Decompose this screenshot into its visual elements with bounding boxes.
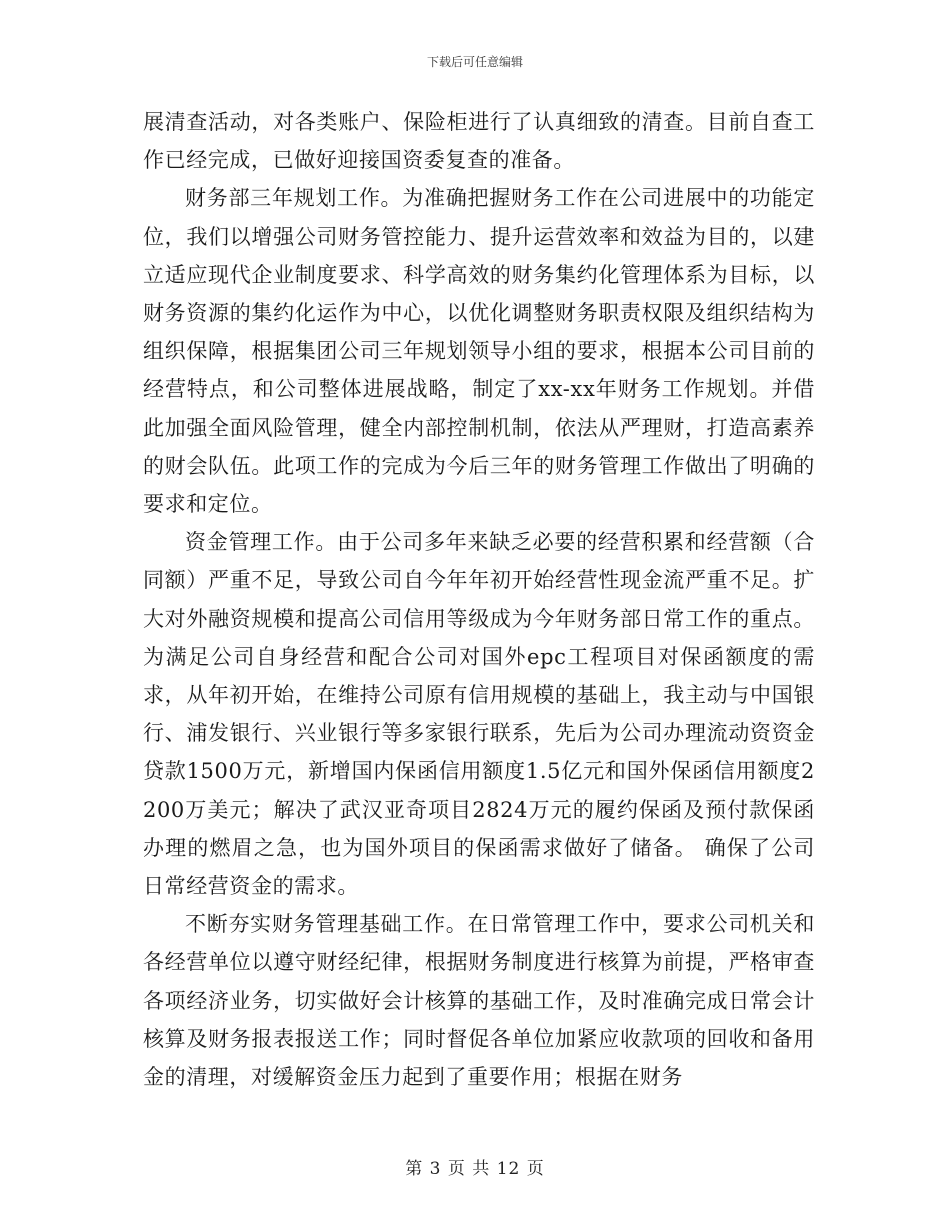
page-number: 第 3 页 共 12 页 — [405, 1159, 545, 1179]
page-header: 下载后可任意编辑 — [426, 55, 523, 69]
paragraph-continuation: 展清查活动，对各类账户、保险柜进行了认真细致的清查。目前自查工作已经完成，已做好迎接国资委复查的准备。 — [143, 110, 815, 173]
document-body — [143, 103, 815, 1096]
paragraph-basic-work: 不断夯实财务管理基础工作。在日常管理工作中，要求公司机关和各经营单位以遵守财经纪律，根据财务制度进行核算为前提，严格审查各项经济业务，切实做好会计核算的基础工作，及时准确完成日常会计核算及财务报表报送工作；同时督促各单位加紧应收款项的回收和备用金的清理，对缓解资金压力起到了重要作用；根据在财务 — [143, 912, 815, 1090]
paragraph-fund-management: 资金管理工作。由于公司多年来缺乏必要的经营积累和经营额（合同额）严重不足，导致公司自今年年初开始经营性现金流严重不足。扩大对外融资规模和提高公司信用等级成为今年财务部日常工作的重点。为满足公司自身经营和配合公司对国外epc工程项目对保函额度的需求，从年初开始，在维持公司原有信用规模的基础上，我主动与中国银行、浦发银行、兴业银行等多家银行联系，先后为公司办理流动资资金贷款1500万元，新增国内保函信用额度1.5亿元和国外保函信用额度2200万美元；解决了武汉亚奇项目2824万元的履约保函及预付款保函办理的燃眉之急，也为国外项目的保函需求做好了储备。 确保了公司日常经营资金的需求。 — [143, 530, 815, 899]
paragraph-three-year-plan: 财务部三年规划工作。为准确把握财务工作在公司进展中的功能定位，我们以增强公司财务管控能力、提升运营效率和效益为目的，以建立适应现代企业制度要求、科学高效的财务集约化管理体系为目标，以财务资源的集约化运作为中心，以优化调整财务职责权限及组织结构为组织保障，根据集团公司三年规划领导小组的要求，根据本公司目前的经营特点，和公司整体进展战略，制定了xx-xx年财务工作规划。并借此加强全面风险管理，健全内部控制机制，依法从严理财，打造高素养的财会队伍。此项工作的完成为今后三年的财务管理工作做出了明确的要求和定位。 — [143, 186, 815, 517]
